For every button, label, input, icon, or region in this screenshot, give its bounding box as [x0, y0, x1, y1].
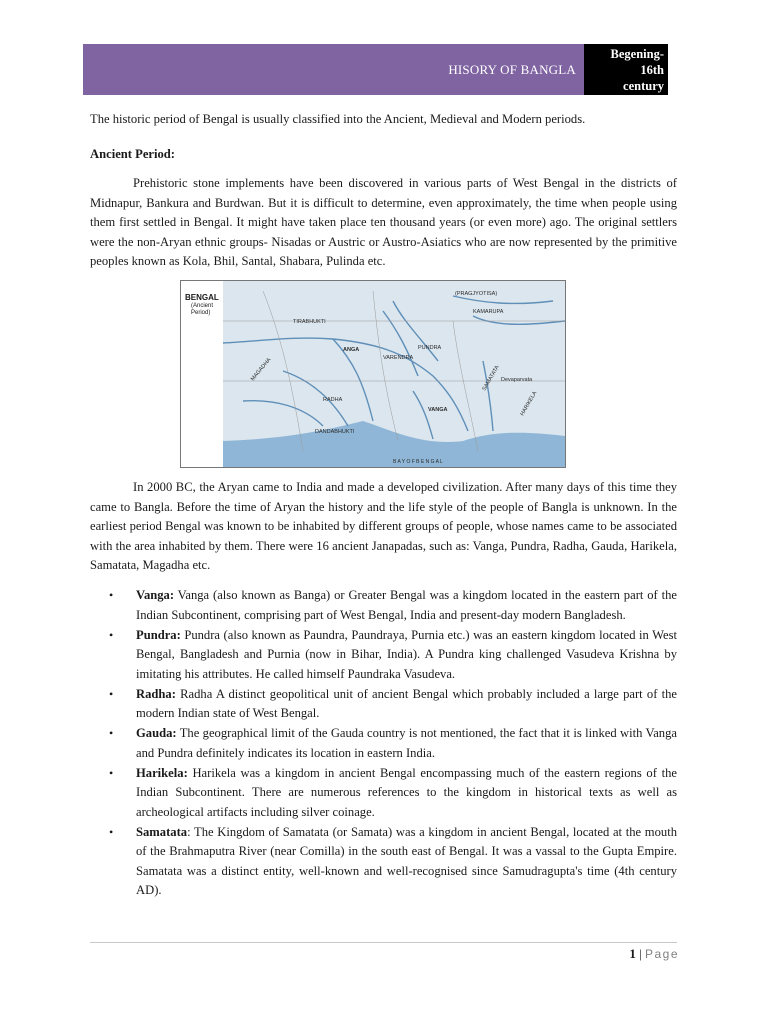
- map-label-anga: ANGA: [343, 347, 360, 353]
- period-line-3: century: [623, 79, 664, 93]
- list-item-radha: [90, 685, 677, 724]
- janapada-text: Vanga (also known as Banga) or Greater Bengal was a kingdom located in the eastern part of the Indian Subcontinent, comprising part of West Bengal, India and present-day modern Bangladesh.: [136, 588, 677, 622]
- map-label-devaparvata: Devaparvata: [501, 377, 533, 383]
- janapada-name: Gauda:: [136, 726, 177, 740]
- prehistoric-paragraph: Prehistoric stone implements have been discovered in various parts of West Bengal in the districts of Midnapur, Bankura and Burdwan. But it is difficult to determine, even approximately, the time when people using them first settled in Bengal. It might have taken place ten thousand years (or even more) ago. The original settlers were the non-Aryan ethnic groups- Nisadas or Austric or Austro-Asiatics who are now represented by the primitive peoples known as Kola, Bhil, Santal, Shabara, Pulinda etc.: [90, 176, 677, 268]
- page-number: 1: [629, 946, 636, 961]
- bullet-icon: •: [109, 765, 114, 780]
- period-box: [584, 44, 668, 95]
- bullet-icon: •: [109, 588, 114, 602]
- janapada-name: Samatata: [136, 824, 188, 839]
- page-footer: [629, 946, 679, 962]
- bullet-icon: •: [109, 824, 114, 839]
- intro-paragraph: The historic period of Bengal is usually classified into the Ancient, Medieval and Modern periods.: [90, 112, 586, 126]
- map-label-pundra: PUNDRA: [418, 345, 442, 351]
- map-label-magadha: MAGADHA: [249, 357, 273, 383]
- map-label-varendra: VARENDRA: [383, 355, 414, 361]
- janapada-text: The geographical limit of the Gauda country is not mentioned, the fact that it is linked with Vanga and Pundra definitely indicates its location in eastern India.: [136, 726, 677, 760]
- janapada-text: Radha A distinct geopolitical unit of ancient Bengal which probably included a large part of the modern Indian state of West Bengal.: [136, 686, 677, 720]
- header-bar: [83, 44, 584, 95]
- list-item-samatata: [90, 823, 677, 901]
- map-label-pragjyotisa: (PRAGJYOTISA): [455, 291, 498, 297]
- janapada-text: Pundra (also known as Paundra, Paundraya, Purnia etc.) was an eastern kingdom located in West Bengal, Bangladesh and Purnia (now in Bihar, India). A Pundra king challenged Vasudeva Krishna by imitating his attributes. He called himself Paundraka Vasudeva.: [136, 627, 677, 681]
- map-subtitle-line-1: (Ancient: [191, 303, 214, 309]
- janapada-name: Harikela:: [136, 765, 188, 780]
- bullet-icon: •: [109, 686, 114, 701]
- list-item-harikela: [90, 764, 677, 823]
- list-item-vanga: [90, 586, 677, 625]
- list-item-gauda: [90, 724, 677, 763]
- aryan-paragraph: In 2000 BC, the Aryan came to India and made a developed civilization. After many days of this time they came to Bangla. Before the time of Aryan the history and the life style of the people of Bangla is unknown. In the earliest period Bengal was known to be inhabited by different groups of people, whose names came to be associated with the area inhabited by them. There were 16 ancient Janapadas, such as: Vanga, Pundra, Radha, Gauda, Harikela, Samatata, Magadha etc.: [90, 480, 677, 572]
- map-label-radha: RADHA: [323, 397, 343, 403]
- map-label-bay: B A Y O F B E N G A L: [393, 459, 443, 465]
- bullet-icon: •: [109, 627, 114, 642]
- map-title: BENGAL: [185, 293, 219, 302]
- map-subtitle: [191, 303, 213, 317]
- map-label-dandabhukti: DANDABHUKTI: [315, 429, 355, 435]
- map-label-kamarupa: KAMARUPA: [473, 309, 504, 315]
- janapada-list: [90, 586, 677, 901]
- janapada-name: Pundra:: [136, 627, 181, 642]
- page-label: Page: [644, 947, 679, 961]
- map-label-vanga: VANGA: [428, 407, 448, 413]
- footer-divider: [90, 942, 677, 943]
- janapada-name: Vanga:: [136, 588, 175, 602]
- janapada-text: Harikela was a kingdom in ancient Bengal encompassing much of the eastern regions of the Indian Subcontinent. There are numerous references to the kingdom in historical texts as well as archeological artifacts including silver coinage.: [136, 765, 677, 819]
- period-line-2: 16th: [640, 63, 664, 77]
- bengal-ancient-map: [180, 280, 566, 468]
- map-graphic: [223, 281, 565, 467]
- map-label-tirabhukti: TIRABHUKTI: [293, 319, 326, 325]
- map-label-samatata: SAMATATA: [481, 364, 501, 392]
- period-line-1: Begening-: [610, 47, 664, 61]
- janapada-text: : The Kingdom of Samatata (or Samata) was a kingdom in ancient Bengal, located at the mouth of the Brahmaputra River (near Comilla) in the south east of Bengal. It was a vassal to the Gupta Empire. Samatata was a distinct entity, well-known and well-recognised since Samudragupta's time (4th century AD).: [136, 824, 677, 897]
- janapada-name: Radha:: [136, 686, 176, 701]
- map-subtitle-line-2: Period): [191, 310, 211, 316]
- list-item-pundra: [90, 626, 677, 685]
- map-label-harikela: HARIKELA: [519, 390, 539, 417]
- page-separator: |: [635, 946, 645, 961]
- document-title: HISORY OF BANGLA: [448, 62, 576, 77]
- bullet-icon: •: [109, 726, 114, 740]
- ancient-period-heading: Ancient Period:: [90, 147, 175, 161]
- map-legend: [181, 281, 223, 467]
